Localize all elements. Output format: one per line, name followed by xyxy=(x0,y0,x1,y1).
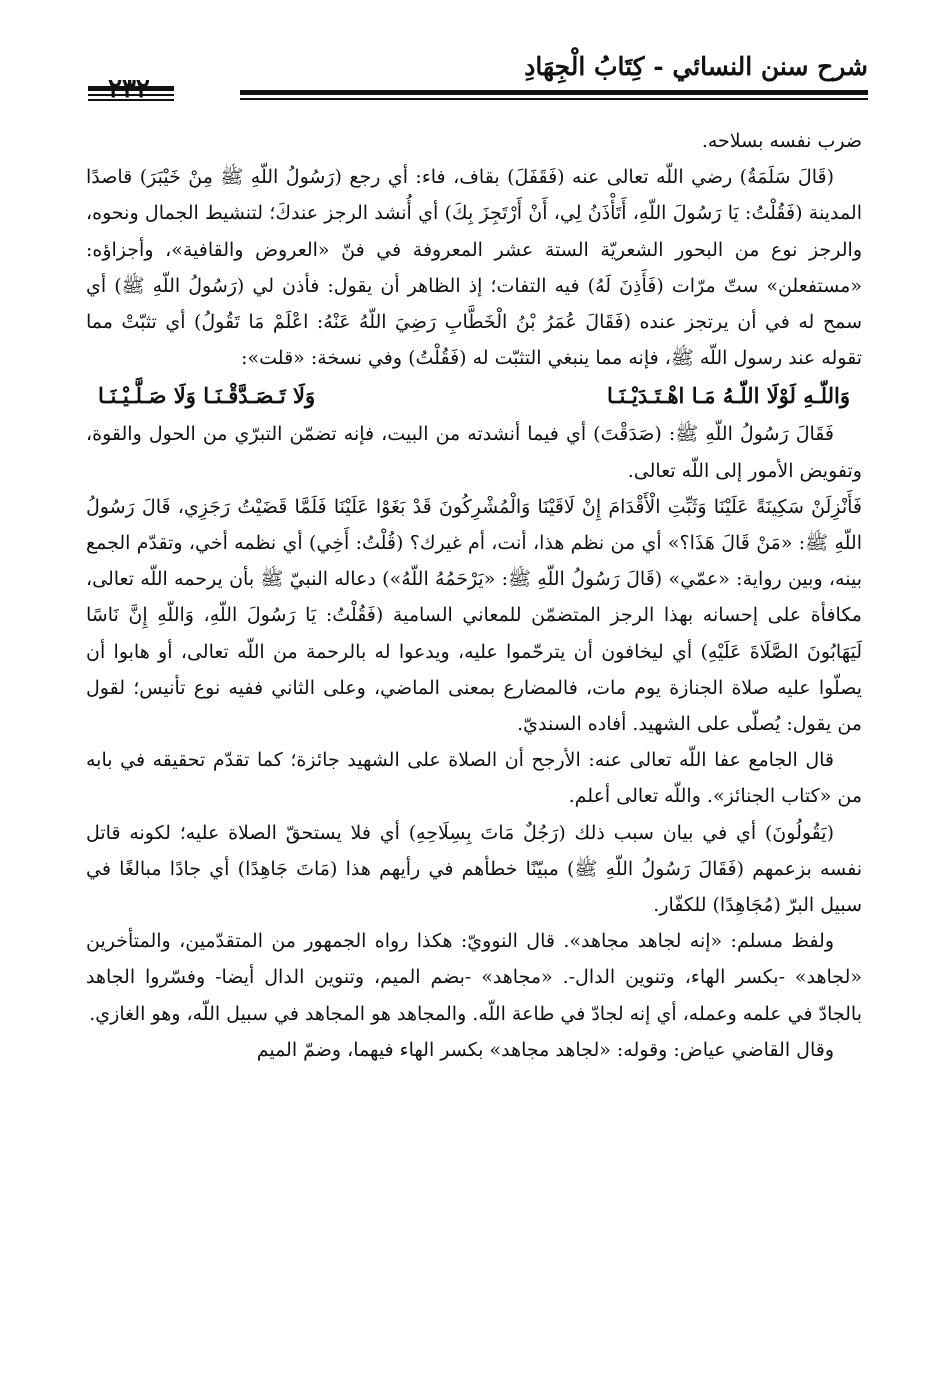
running-title: شرح سنن النسائي - كِتَابُ الْجِهَادِ xyxy=(524,52,868,81)
page-header xyxy=(88,52,868,110)
header-rule-left xyxy=(88,86,174,101)
paragraph-7: ولفظ مسلم: «إنه لجاهد مجاهد». قال النوويّ: هكذا رواه الجمهور من المتقدّمين، والمتأخرين «لجاهد» -بكسر الهاء، وتنوين الدال-. «مجاهد» -بضم الميم، وتنوين الدال أيضا- وفسّروا الجاهد بالجادّ في علمه وعمله، أي إنه لجادّ في طاعة اللّه. والمجاهد هو المجاهد في سبيل اللّه، وهو الغازي. xyxy=(86,930,862,1025)
body-text xyxy=(86,123,862,1068)
paragraph-1: ضرب نفسه بسلاحه. xyxy=(701,130,862,152)
paragraph-8: وقال القاضي عياض: وقوله: «لجاهد مجاهد» بكسر الهاء فيهما، وضمّ الميم xyxy=(256,1038,834,1061)
poem-verse xyxy=(86,376,862,416)
paragraph-3: فَقَالَ رَسُولُ اللّهِ ﷺ: (صَدَقْتَ) أي فيما أنشدته من البيت، فإنه تضمّن التبرّي من الحول والقوة، وتفويض الأمور إلى اللّه تعالى. xyxy=(86,423,862,482)
header-rule-right xyxy=(240,90,868,100)
poem-hemistich-right: وَاللّـهِ لَوْلَا اللّـهُ مَـا اهْـتَـدَيْـنَـا xyxy=(606,383,850,409)
paragraph-6: (يَقُولُونَ) أي في بيان سبب ذلك (رَجُلٌ مَاتَ بِسِلَاحِهِ) أي فلا يستحقّ الصلاة عليه؛ لكونه قاتل نفسه بزعمهم (فَقَالَ رَسُولُ اللّهِ ﷺ) مبيّنًا خطأهم في رأيهم هذا (مَاتَ جَاهِدًا) أي جادًا مبالغًا في سبيل البرّ (مُجَاهِدًا) للكفّار. xyxy=(86,821,862,917)
paragraph-5: قال الجامع عفا اللّه تعالى عنه: الأرجح أن الصلاة على الشهيد جائزة؛ كما تقدّم تحقيقه في بابه من «كتاب الجنائز». واللّه تعالى أعلم. xyxy=(86,749,862,808)
paragraph-2: (قَالَ سَلَمَةُ) رضي اللّه تعالى عنه (فَقَفَلَ) بقاف، فاء: أي رجع (رَسُولُ اللّهِ ﷺ مِنْ خَيْبَرَ) قاصدًا المدينة (فَقُلْتُ: يَا رَسُولَ اللّهِ، أَتَأْذَنُ لِي، أَنْ أَرْتَجِزَ بِكَ) أي أُنشد الرجز عندكَ؛ لتنشيط الجمال ونحوه، والرجز نوع من البحور الشعريّة الستة عشر المعروفة في فنّ «العروض والقافية»، وأجزاؤه: «مستفعلن» ستّ مرّات (فَأَذِنَ لَهُ) فيه التفات؛ إذ الظاهر أن يقول: فأذن لي (رَسُولُ اللّهِ ﷺ) أي سمح له في أن يرتجز عنده (فَقَالَ عُمَرُ بْنُ الْخَطَّابِ رَضِيَ اللّهُ عَنْهُ: اعْلَمْ مَا تَقُولُ) أي تثبّتْ مما تقوله عند رسول اللّه ﷺ، فإنه مما ينبغي التثبّت له (فَقُلْتُ) وفي نسخة: «قلت»: xyxy=(86,166,862,370)
poem-hemistich-left: وَلَا تَـصَـدَّقْـنَـا وَلَا صَـلَّـيْـنَـا xyxy=(98,383,316,409)
paragraph-4: فَأَنْزِلَنْ سَكِينَةً عَلَيْنَا وَثَبِّتِ الْأَقْدَامَ إِنْ لَاقَيْنَا وَالْمُشْرِكُونَ قَدْ بَغَوْا عَلَيْنَا فَلَمَّا قَضَيْتُ رَجَزِي، قَالَ رَسُولُ اللّهِ ﷺ: «مَنْ قَالَ هَذَا؟» أي من نظم هذا، أنت، أم غيرك؟ (قُلْتُ: أَخِي) أي نظمه أخي، وتقدّم الجمع بينه، وبين رواية: «عمّي» (قَالَ رَسُولُ اللّهِ ﷺ: «يَرْحَمُهُ اللّهُ») دعاله النبيّ ﷺ بأن يرحمه اللّه تعالى، مكافأة على إحسانه بهذا الرجز المتضمّن للمعاني السامية (فَقُلْتُ: يَا رَسُولَ اللّهِ، وَاللّهِ إِنَّ نَاسًا لَيَهَابُونَ الصَّلَاةَ عَلَيْهِ) أي ليخافون أن يترحّموا عليه، ويدعوا له بالرحمة من اللّه تعالى، أو هابوا أن يصلّوا عليه صلاة الجنازة يوم مات، فالمضارع بمعنى الماضي، وعلى الثاني ففيه نوع تأنيس؛ لقول من يقول: يُصلّى على الشهيد. أفاده السنديّ. xyxy=(86,495,862,736)
